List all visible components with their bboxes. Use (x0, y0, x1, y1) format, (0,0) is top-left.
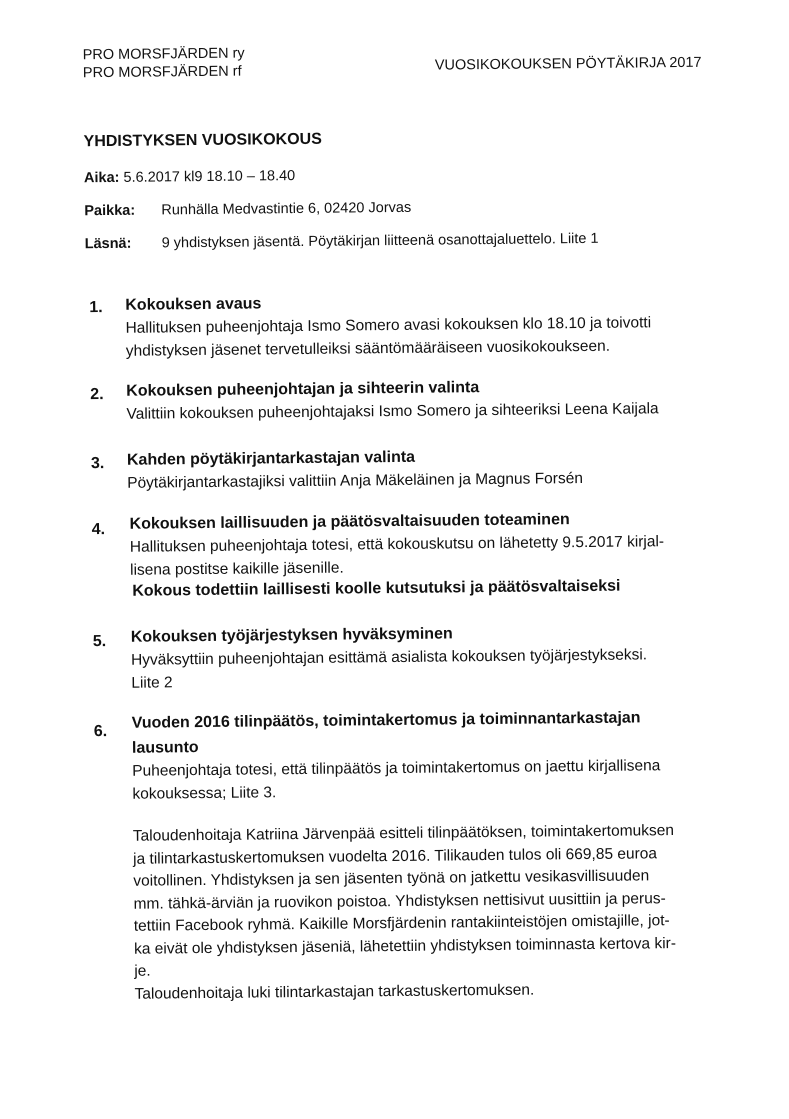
meeting-title: YHDISTYKSEN VUOSIKOKOUS (83, 130, 322, 151)
item-6-para2-line: Taloudenhoitaja Katriina Järvenpää esitteli tilinpäätöksen, toimintakertomuksen (132, 822, 675, 845)
item-5-body (131, 644, 648, 694)
item-6-paragraph-2 (133, 820, 677, 1006)
item-6-para2-line: ja tilintarkastuskertomuksen vuodelta 2016. Tilikauden tulos oli 669,85 euroa (133, 844, 658, 868)
place-label: Paikka: (84, 202, 136, 220)
item-3-line: Pöytäkirjantarkastajiksi valittiin Anja Mäkeläinen ja Magnus Forsén (127, 470, 583, 492)
item-1-body (125, 312, 651, 363)
item-6-number: 6. (93, 723, 108, 741)
place-value: Runhälla Medvastintie 6, 02420 Jorvas (161, 199, 412, 219)
item-6-title-line2: lausunto (131, 739, 199, 757)
item-5-line: Hyväksyttiin puheenjohtajan esittämä asialista kokouksen työjärjestykseksi. (130, 646, 648, 669)
item-6-title-line1: Vuoden 2016 tilinpäätös, toimintakertomus ja toiminnantarkastajan (131, 709, 641, 732)
time-label: Aika: (83, 169, 120, 187)
item-2-line: Valittiin kokouksen puheenjohtajaksi Ismo Somero ja sihteeriksi Leena Kaijala (126, 400, 659, 423)
item-2-title: Kokouksen puheenjohtajan ja sihteerin valinta (126, 379, 480, 400)
present-label: Läsnä: (84, 235, 132, 253)
item-1-number: 1. (89, 299, 103, 317)
item-3-title: Kahden pöytäkirjantarkastajan valinta (126, 448, 416, 469)
item-4-line: lisena postitse kaikille jäsenille. (129, 559, 344, 579)
item-3-body (127, 468, 583, 495)
document-title: VUOSIKOKOUKSEN PÖYTÄKIRJA 2017 (434, 54, 702, 74)
item-6-body (132, 755, 661, 806)
item-4-title: Kokouksen laillisuuden ja päätösvaltaisuuden toteaminen (129, 511, 570, 533)
item-6-para2-line: ka eivät ole yhdistyksen jäseniä, lähetettiin yhdistyksen toiminnasta kertova kir- (133, 934, 677, 958)
item-1-line: yhdistyksen jäsenet tervetulleiksi sääntömääräiseen vuosikokoukseen. (125, 337, 611, 360)
item-6-para2-line: tettiin Facebook ryhmä. Kaikille Morsfjärdenin rantakiinteistöjen omistajille, jot- (133, 912, 670, 935)
item-5-line: Liite 2 (131, 673, 173, 692)
item-6-line: kokouksessa; Liite 3. (132, 783, 277, 803)
item-4-body (130, 531, 665, 582)
item-1-title: Kokouksen avaus (125, 295, 262, 314)
item-6-para2-line: voitollinen. Yhdistyksen ja sen jäsenten työnä on jatkettu vesikasvillisuuden (133, 867, 650, 890)
org-name-fi: PRO MORSFJÄRDEN ry (82, 45, 245, 64)
item-5-title: Kokouksen työjärjestyksen hyväksyminen (130, 625, 453, 646)
item-4-line: Hallituksen puheenjohtaja totesi, että kokouskutsu on lähetetty 9.5.2017 kirjal- (129, 533, 665, 556)
time-row (84, 168, 295, 186)
item-6-para2-line: mm. tähkä-ärviän ja ruovikon poistoa. Yhdistyksen nettisivut uusittiin ja perus- (133, 889, 666, 913)
item-6-para2-line: Taloudenhoitaja luki tilintarkastajan tarkastuskertomuksen. (134, 981, 535, 1003)
item-6-para2-line: je. (134, 962, 151, 980)
present-value: 9 yhdistyksen jäsentä. Pöytäkirjan liitteenä osanottajaluettelo. Liite 1 (161, 230, 599, 252)
item-2-body (126, 398, 658, 426)
item-1-line: Hallituksen puheenjohtaja Ismo Somero avasi kokouksen klo 18.10 ja toivotti (125, 314, 652, 337)
org-name-sv: PRO MORSFJÄRDEN rf (82, 63, 242, 82)
item-3-number: 3. (90, 455, 105, 473)
time-value: 5.6.2017 kl9 18.10 – 18.40 (123, 168, 296, 186)
item-4-decision: Kokous todettiin laillisesti koolle kutsutuksi ja päätösvaltaiseksi (132, 577, 621, 600)
item-5-number: 5. (92, 633, 107, 651)
item-2-number: 2. (90, 386, 104, 404)
item-6-line: Puheenjohtaja totesi, että tilinpäätös ja toimintakertomus on jaettu kirjallisena (132, 757, 661, 780)
item-4-number: 4. (91, 521, 106, 539)
